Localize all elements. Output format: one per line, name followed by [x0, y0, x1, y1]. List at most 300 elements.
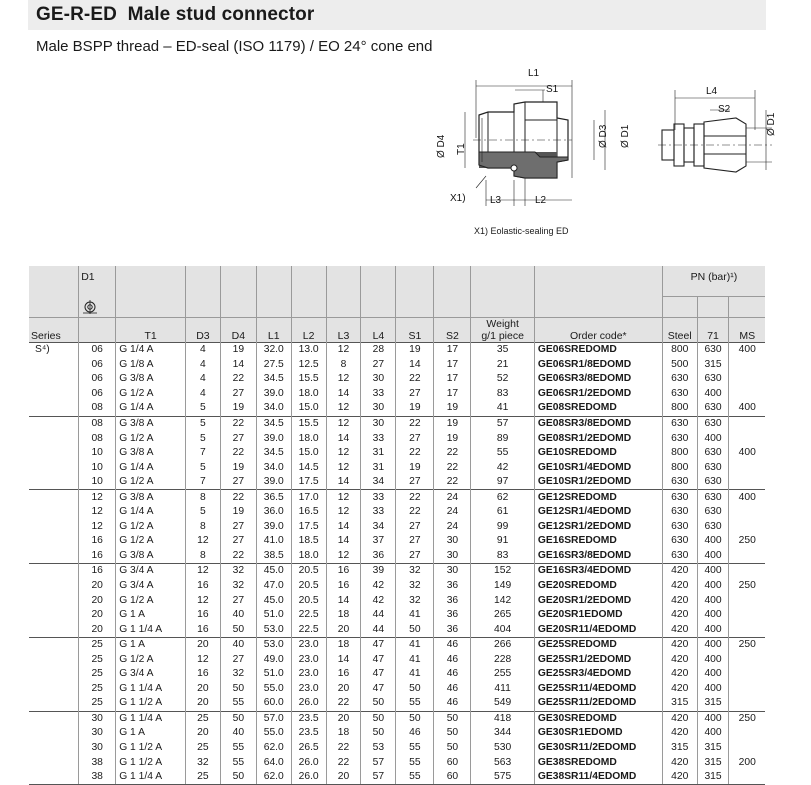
cell-d1: 20	[79, 593, 116, 608]
cell-s1: 14	[396, 358, 434, 373]
cell-d4: 32	[220, 579, 256, 594]
cell-series	[29, 460, 79, 475]
cell-l3: 16	[326, 579, 361, 594]
cell-l1: 39.0	[256, 520, 291, 535]
cell-d4: 22	[220, 446, 256, 461]
cell-order-code: GE12SR1/4EDOMD	[534, 505, 662, 520]
label-L2: L2	[535, 195, 547, 206]
cell-s2: 60	[434, 770, 471, 785]
cell-order-code: GE20SREDOMD	[534, 579, 662, 594]
cell-s2: 30	[434, 534, 471, 549]
cell-pn-steel: 630	[662, 549, 697, 564]
cell-pn-71: 400	[697, 549, 729, 564]
table-row	[29, 401, 765, 416]
cell-l3: 20	[326, 711, 361, 726]
cell-pn-steel: 630	[662, 372, 697, 387]
cell-d1: 38	[79, 770, 116, 785]
cell-pn-steel: 420	[662, 755, 697, 770]
cell-pn-steel: 800	[662, 446, 697, 461]
cell-l1: 34.5	[256, 416, 291, 431]
cell-d3: 16	[185, 579, 220, 594]
cell-pn-71: 315	[697, 358, 729, 373]
cell-d4: 27	[220, 652, 256, 667]
cell-s2: 24	[434, 520, 471, 535]
cell-d4: 40	[220, 608, 256, 623]
cell-weight: 575	[471, 770, 534, 785]
cell-order-code: GE12SREDOMD	[534, 490, 662, 505]
cell-l3: 12	[326, 416, 361, 431]
cell-series	[29, 608, 79, 623]
cell-l1: 64.0	[256, 755, 291, 770]
cell-l3: 18	[326, 608, 361, 623]
cell-weight: 563	[471, 755, 534, 770]
cell-s2: 36	[434, 608, 471, 623]
cell-d1: 20	[79, 608, 116, 623]
cell-l2: 13.0	[291, 343, 326, 358]
cell-l2: 23.5	[291, 711, 326, 726]
table-row	[29, 726, 765, 741]
cell-d1: 25	[79, 652, 116, 667]
cell-pn-71: 400	[697, 593, 729, 608]
cell-series	[29, 520, 79, 535]
cell-d4: 22	[220, 549, 256, 564]
seal-footnote: X1) Eolastic-sealing ED	[474, 226, 569, 236]
cell-l1: 60.0	[256, 696, 291, 711]
cell-t1: G 1 1/2 A	[116, 741, 186, 756]
header-steel: Steel	[662, 318, 697, 343]
cell-l1: 53.0	[256, 637, 291, 652]
cell-series	[29, 579, 79, 594]
table-row	[29, 416, 765, 431]
cell-t1: G 1/4 A	[116, 505, 186, 520]
cell-order-code: GE06SR1/8EDOMD	[534, 358, 662, 373]
header-pn: PN (bar)¹)	[662, 266, 765, 297]
header-order-code: Order code*	[534, 318, 662, 343]
cell-series	[29, 622, 79, 637]
cell-l3: 12	[326, 505, 361, 520]
cell-series	[29, 416, 79, 431]
cell-t1: G 1 1/2 A	[116, 755, 186, 770]
cell-d1: 06	[79, 387, 116, 402]
cell-d3: 7	[185, 475, 220, 490]
cell-l1: 32.0	[256, 343, 291, 358]
cell-d4: 27	[220, 520, 256, 535]
cell-l4: 28	[361, 343, 396, 358]
cell-d4: 19	[220, 401, 256, 416]
table-row	[29, 431, 765, 446]
cell-d3: 16	[185, 608, 220, 623]
cell-s2: 24	[434, 505, 471, 520]
cell-d4: 55	[220, 755, 256, 770]
cell-d3: 20	[185, 726, 220, 741]
label-D3: Ø D3	[598, 124, 609, 148]
cell-order-code: GE10SR1/4EDOMD	[534, 460, 662, 475]
cell-t1: G 3/8 A	[116, 490, 186, 505]
cell-l3: 12	[326, 372, 361, 387]
cell-l4: 34	[361, 520, 396, 535]
cell-l4: 37	[361, 534, 396, 549]
cell-pn-steel: 315	[662, 696, 697, 711]
cell-pn-ms: 250	[729, 579, 765, 594]
cell-weight: 404	[471, 622, 534, 637]
cell-s2: 50	[434, 711, 471, 726]
cell-pn-71: 630	[697, 343, 729, 358]
cell-d3: 20	[185, 682, 220, 697]
cell-d1: 30	[79, 726, 116, 741]
cell-l2: 12.5	[291, 358, 326, 373]
cell-l1: 38.5	[256, 549, 291, 564]
cell-d1: 10	[79, 460, 116, 475]
cell-pn-ms	[729, 387, 765, 402]
cell-l1: 57.0	[256, 711, 291, 726]
cell-l3: 12	[326, 343, 361, 358]
cell-order-code: GE20SR1EDOMD	[534, 608, 662, 623]
cell-t1: G 1/2 A	[116, 593, 186, 608]
cell-pn-71: 315	[697, 770, 729, 785]
cell-s1: 55	[396, 696, 434, 711]
cell-l2: 16.5	[291, 505, 326, 520]
cell-pn-steel: 420	[662, 637, 697, 652]
header-s2: S2	[434, 318, 471, 343]
cell-d1: 25	[79, 637, 116, 652]
cell-l2: 23.0	[291, 682, 326, 697]
cell-d1: 10	[79, 475, 116, 490]
cell-series	[29, 564, 79, 579]
cell-pn-steel: 420	[662, 608, 697, 623]
table-body	[29, 343, 765, 785]
cell-l2: 23.0	[291, 652, 326, 667]
table-row	[29, 460, 765, 475]
cell-pn-71: 400	[697, 622, 729, 637]
cell-l2: 26.0	[291, 755, 326, 770]
header-d1: D1	[79, 266, 116, 297]
header-71: 71	[697, 318, 729, 343]
cell-s1: 27	[396, 520, 434, 535]
cell-s1: 55	[396, 741, 434, 756]
cell-pn-ms	[729, 460, 765, 475]
cell-l1: 51.0	[256, 667, 291, 682]
cell-l2: 17.5	[291, 475, 326, 490]
cell-pn-ms	[729, 770, 765, 785]
cell-l2: 20.5	[291, 564, 326, 579]
cell-weight: 35	[471, 343, 534, 358]
cell-s2: 17	[434, 372, 471, 387]
cell-l3: 18	[326, 637, 361, 652]
cell-l3: 14	[326, 534, 361, 549]
cell-t1: G 3/4 A	[116, 579, 186, 594]
cell-t1: G 1/2 A	[116, 387, 186, 402]
cell-l2: 18.0	[291, 387, 326, 402]
cell-d1: 30	[79, 711, 116, 726]
label-T1: T1	[456, 143, 467, 155]
cell-d3: 4	[185, 343, 220, 358]
cell-order-code: GE38SREDOMD	[534, 755, 662, 770]
cell-order-code: GE25SR11/2EDOMD	[534, 696, 662, 711]
cell-pn-steel: 420	[662, 667, 697, 682]
cell-s2: 22	[434, 446, 471, 461]
cell-series	[29, 431, 79, 446]
cell-s1: 41	[396, 667, 434, 682]
cell-pn-steel: 630	[662, 475, 697, 490]
cell-pn-71: 400	[697, 387, 729, 402]
cell-pn-ms	[729, 372, 765, 387]
cell-l4: 57	[361, 755, 396, 770]
cell-pn-71: 400	[697, 711, 729, 726]
cell-l3: 20	[326, 770, 361, 785]
cell-t1: G 1 1/2 A	[116, 696, 186, 711]
cell-l1: 27.5	[256, 358, 291, 373]
cell-d3: 20	[185, 637, 220, 652]
cell-pn-steel: 420	[662, 682, 697, 697]
cell-pn-71: 630	[697, 401, 729, 416]
cell-pn-steel: 630	[662, 431, 697, 446]
cell-l1: 34.0	[256, 460, 291, 475]
cell-d1: 08	[79, 431, 116, 446]
cell-t1: G 3/8 A	[116, 416, 186, 431]
cell-pn-71: 315	[697, 741, 729, 756]
cell-weight: 265	[471, 608, 534, 623]
cell-s2: 60	[434, 755, 471, 770]
cell-series	[29, 711, 79, 726]
cell-order-code: GE25SR1/2EDOMD	[534, 652, 662, 667]
cell-l3: 12	[326, 446, 361, 461]
table-row	[29, 622, 765, 637]
cell-t1: G 1/4 A	[116, 460, 186, 475]
cell-pn-steel: 500	[662, 358, 697, 373]
cell-s2: 19	[434, 416, 471, 431]
cell-l3: 14	[326, 387, 361, 402]
cell-pn-steel: 630	[662, 505, 697, 520]
cell-pn-ms	[729, 652, 765, 667]
cell-d3: 4	[185, 372, 220, 387]
cell-pn-steel: 420	[662, 593, 697, 608]
cell-weight: 57	[471, 416, 534, 431]
cell-s2: 30	[434, 549, 471, 564]
cell-d4: 22	[220, 490, 256, 505]
cell-t1: G 1/2 A	[116, 431, 186, 446]
header-l4: L4	[361, 318, 396, 343]
cell-l2: 20.5	[291, 593, 326, 608]
cell-weight: 255	[471, 667, 534, 682]
cell-s2: 36	[434, 579, 471, 594]
table-row	[29, 667, 765, 682]
cell-l3: 14	[326, 652, 361, 667]
cell-l1: 34.5	[256, 372, 291, 387]
cell-pn-steel: 630	[662, 387, 697, 402]
cell-series	[29, 401, 79, 416]
cell-pn-ms: 250	[729, 534, 765, 549]
cell-pn-steel: 420	[662, 622, 697, 637]
cell-pn-ms: 400	[729, 401, 765, 416]
cell-s1: 55	[396, 770, 434, 785]
cell-l3: 14	[326, 520, 361, 535]
cell-d4: 22	[220, 416, 256, 431]
cell-d3: 8	[185, 549, 220, 564]
label-X1: X1)	[450, 193, 466, 204]
cell-l2: 23.5	[291, 726, 326, 741]
cell-t1: G 1 1/4 A	[116, 711, 186, 726]
cell-series	[29, 358, 79, 373]
cell-d3: 25	[185, 770, 220, 785]
cell-d3: 7	[185, 446, 220, 461]
cell-l4: 30	[361, 401, 396, 416]
cell-weight: 549	[471, 696, 534, 711]
cell-l4: 39	[361, 564, 396, 579]
cell-pn-71: 400	[697, 726, 729, 741]
cell-d4: 27	[220, 387, 256, 402]
cell-s2: 17	[434, 343, 471, 358]
cell-l4: 33	[361, 505, 396, 520]
cell-l1: 45.0	[256, 593, 291, 608]
cell-s2: 30	[434, 564, 471, 579]
cell-l2: 18.0	[291, 431, 326, 446]
cell-pn-steel: 420	[662, 770, 697, 785]
cell-series	[29, 549, 79, 564]
connector-end-view	[658, 90, 772, 172]
cell-d4: 19	[220, 460, 256, 475]
cell-weight: 152	[471, 564, 534, 579]
cell-pn-ms: 400	[729, 343, 765, 358]
cell-l3: 16	[326, 667, 361, 682]
cell-s2: 17	[434, 358, 471, 373]
table-row	[29, 741, 765, 756]
cell-l3: 20	[326, 622, 361, 637]
label-D1-end: Ø D1	[766, 112, 777, 136]
cell-pn-ms	[729, 505, 765, 520]
cell-t1: G 1/2 A	[116, 652, 186, 667]
cell-order-code: GE30SR11/2EDOMD	[534, 741, 662, 756]
cell-weight: 149	[471, 579, 534, 594]
cell-l1: 53.0	[256, 622, 291, 637]
cell-d1: 25	[79, 696, 116, 711]
cell-pn-ms	[729, 741, 765, 756]
cell-series	[29, 534, 79, 549]
cell-series	[29, 446, 79, 461]
cell-l1: 62.0	[256, 770, 291, 785]
cell-s1: 32	[396, 579, 434, 594]
cell-l2: 23.0	[291, 667, 326, 682]
cell-order-code: GE08SR3/8EDOMD	[534, 416, 662, 431]
cell-order-code: GE16SR3/4EDOMD	[534, 564, 662, 579]
cell-l4: 50	[361, 726, 396, 741]
cell-series	[29, 593, 79, 608]
header-s1: S1	[396, 318, 434, 343]
cell-pn-ms: 250	[729, 637, 765, 652]
table-row	[29, 696, 765, 711]
cell-l4: 57	[361, 770, 396, 785]
cell-pn-71: 630	[697, 520, 729, 535]
cell-l1: 34.5	[256, 446, 291, 461]
table-row	[29, 358, 765, 373]
cell-d3: 12	[185, 593, 220, 608]
cell-l1: 34.0	[256, 401, 291, 416]
table-row	[29, 637, 765, 652]
cell-series	[29, 637, 79, 652]
cell-l3: 22	[326, 741, 361, 756]
cell-d4: 22	[220, 372, 256, 387]
cell-pn-ms	[729, 726, 765, 741]
cell-s2: 24	[434, 490, 471, 505]
cell-pn-steel: 420	[662, 579, 697, 594]
table-row	[29, 372, 765, 387]
cell-l4: 42	[361, 579, 396, 594]
cell-l1: 55.0	[256, 726, 291, 741]
cell-order-code: GE25SREDOMD	[534, 637, 662, 652]
cell-t1: G 1/4 A	[116, 343, 186, 358]
cell-s1: 32	[396, 593, 434, 608]
cell-l1: 51.0	[256, 608, 291, 623]
cell-l4: 31	[361, 460, 396, 475]
cell-l4: 44	[361, 608, 396, 623]
cell-d3: 5	[185, 401, 220, 416]
table-row	[29, 564, 765, 579]
cell-d1: 16	[79, 534, 116, 549]
cell-series	[29, 475, 79, 490]
cell-series	[29, 755, 79, 770]
cell-order-code: GE38SR11/4EDOMD	[534, 770, 662, 785]
cell-d1: 10	[79, 446, 116, 461]
cell-s1: 22	[396, 446, 434, 461]
cell-d4: 27	[220, 593, 256, 608]
cell-l2: 15.5	[291, 416, 326, 431]
cell-l4: 33	[361, 431, 396, 446]
cell-t1: G 1 1/4 A	[116, 682, 186, 697]
cell-l4: 44	[361, 622, 396, 637]
cell-l4: 34	[361, 475, 396, 490]
cell-pn-ms	[729, 696, 765, 711]
cell-l1: 36.5	[256, 490, 291, 505]
cell-pn-steel: 800	[662, 343, 697, 358]
cell-l3: 14	[326, 593, 361, 608]
header-t1: T1	[116, 318, 186, 343]
cell-series	[29, 505, 79, 520]
cell-l2: 18.5	[291, 534, 326, 549]
cell-pn-71: 315	[697, 696, 729, 711]
cell-d3: 16	[185, 622, 220, 637]
cell-l1: 49.0	[256, 652, 291, 667]
cell-s1: 41	[396, 608, 434, 623]
cell-pn-steel: 420	[662, 726, 697, 741]
cell-weight: 99	[471, 520, 534, 535]
cell-l3: 18	[326, 726, 361, 741]
cell-l1: 36.0	[256, 505, 291, 520]
cell-l3: 12	[326, 549, 361, 564]
table-row	[29, 652, 765, 667]
cell-l2: 18.0	[291, 549, 326, 564]
cell-pn-ms	[729, 622, 765, 637]
cell-order-code: GE30SR1EDOMD	[534, 726, 662, 741]
header-d4: D4	[220, 318, 256, 343]
cell-s2: 50	[434, 741, 471, 756]
table-row	[29, 608, 765, 623]
cell-s1: 19	[396, 460, 434, 475]
cell-weight: 142	[471, 593, 534, 608]
cell-pn-71: 630	[697, 505, 729, 520]
cell-weight: 91	[471, 534, 534, 549]
cell-d1: 12	[79, 520, 116, 535]
cell-s1: 22	[396, 416, 434, 431]
cell-s2: 36	[434, 622, 471, 637]
cell-l1: 41.0	[256, 534, 291, 549]
cell-order-code: GE12SR1/2EDOMD	[534, 520, 662, 535]
cell-pn-71: 400	[697, 431, 729, 446]
cell-s1: 27	[396, 475, 434, 490]
cell-d4: 32	[220, 564, 256, 579]
cell-l3: 22	[326, 696, 361, 711]
cell-pn-71: 630	[697, 416, 729, 431]
cell-d3: 5	[185, 416, 220, 431]
cell-order-code: GE20SR1/2EDOMD	[534, 593, 662, 608]
